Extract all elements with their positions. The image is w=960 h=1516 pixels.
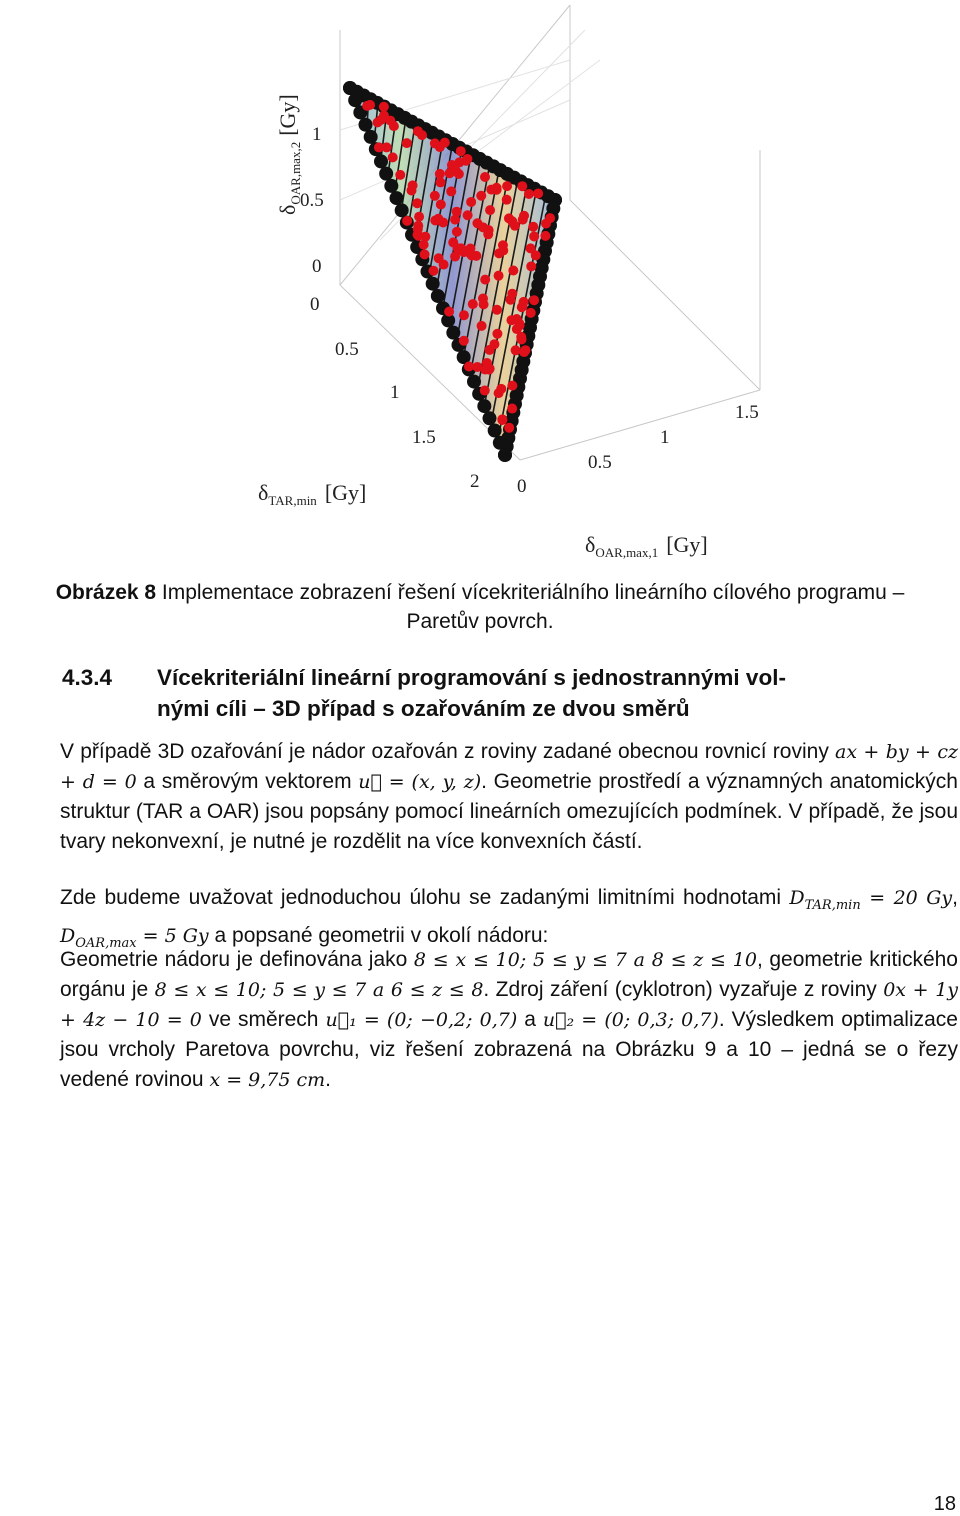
pareto-point: [429, 266, 439, 276]
pareto-point: [508, 266, 518, 276]
pareto-point: [456, 146, 466, 156]
y-tick-0-5: 0.5: [588, 452, 612, 473]
page-number: 18: [933, 1493, 956, 1515]
vertex-point: [359, 118, 373, 132]
pareto-point: [477, 321, 487, 331]
pareto-point: [446, 186, 456, 196]
pareto-point: [528, 222, 538, 232]
pareto-point: [447, 160, 457, 170]
y-tick-1-5: 1.5: [735, 402, 759, 423]
pareto-point: [454, 169, 464, 179]
pareto-point: [374, 142, 384, 152]
z-tick-1: 1: [312, 124, 322, 145]
vector-u1: u⃗₁ = (0; −0,2; 0,7): [325, 1009, 518, 1031]
vertex-point: [498, 448, 512, 462]
svg-text:δOAR,max,2[Gy]: $\delta_{OAR,max,2}[Gy]$: [275, 94, 303, 215]
pareto-point: [489, 339, 499, 349]
cut-plane: x = 9,75 cm: [209, 1069, 326, 1091]
vertex-point: [374, 154, 388, 168]
d-tar-min: $D_{TAR,min} = 20$ Gy: [789, 887, 953, 913]
pareto-point: [507, 289, 517, 299]
pareto-point: [413, 231, 423, 241]
vertex-point: [467, 375, 481, 389]
pareto-point: [510, 221, 520, 231]
pareto-point: [529, 295, 539, 305]
pareto-point: [507, 404, 517, 414]
vertex-point: [384, 179, 398, 193]
pareto-point: [465, 244, 475, 254]
y-axis-title: $\delta_{OAR,max,1}$ [Gy]: [585, 532, 708, 560]
pareto-point: [466, 197, 476, 207]
x-tick-0: 0: [310, 294, 320, 315]
pareto-point: [492, 305, 502, 315]
pareto-point: [420, 249, 430, 259]
x-tick-0-5: 0.5: [335, 339, 359, 360]
pareto-point: [524, 189, 534, 199]
vertex-point: [379, 167, 393, 181]
pareto-point: [414, 212, 424, 222]
pareto-point: [379, 102, 389, 112]
pareto-point: [482, 358, 492, 368]
x-tick-1: 1: [390, 382, 400, 403]
section-number: 4.3.4: [62, 665, 113, 690]
pareto-point: [529, 231, 539, 241]
pareto-point: [435, 177, 445, 187]
pareto-point: [504, 423, 514, 433]
pareto-point: [485, 205, 495, 215]
pareto-point: [402, 216, 412, 226]
pareto-point: [385, 116, 395, 126]
tumor-geometry: 8 ≤ x ≤ 10; 5 ≤ y ≤ 7 a 8 ≤ z ≤ 10: [413, 949, 757, 971]
pareto-point: [512, 324, 522, 334]
pareto-point: [459, 336, 469, 346]
pareto-point: [434, 253, 444, 263]
pareto-point: [540, 231, 550, 241]
vertex-point: [343, 81, 357, 95]
x-tick-2: 2: [470, 471, 480, 492]
vertex-point: [364, 130, 378, 144]
pareto-point: [541, 219, 551, 229]
vertex-point: [348, 93, 362, 107]
y-tick-0: 0: [517, 476, 527, 497]
vertex-point: [390, 191, 404, 205]
pareto-point: [498, 246, 508, 256]
z-axis: [275, 94, 324, 277]
pareto-point: [497, 415, 507, 425]
pareto-point: [492, 329, 502, 339]
pareto-point: [494, 388, 504, 398]
pareto-point: [376, 115, 386, 125]
plane-equation: ax + by + cz + d = 0: [60, 741, 958, 793]
pareto-point: [461, 156, 471, 166]
vertex-point: [483, 411, 497, 425]
pareto-point: [452, 227, 462, 237]
pareto-point: [526, 261, 536, 271]
pareto-point: [412, 198, 422, 208]
pareto-point: [436, 199, 446, 209]
vertex-point: [488, 424, 502, 438]
d-oar-max: $D_{OAR,max} = 5$ Gy: [60, 924, 209, 951]
figure-caption: [40, 578, 920, 636]
pareto-point: [365, 100, 375, 110]
pareto-point: [507, 381, 517, 391]
vector-u2: u⃗₂ = (0; 0,3; 0,7): [542, 1009, 719, 1031]
pareto-point: [517, 302, 527, 312]
vertex-point: [395, 203, 409, 217]
x-axis-title: $\delta_{TAR,min}$ [Gy]: [258, 480, 367, 508]
pareto-point: [472, 362, 482, 372]
z-tick-0-5: 0.5: [300, 190, 324, 211]
pareto-point: [531, 250, 541, 260]
pareto-point: [480, 386, 490, 396]
pareto-point: [533, 188, 543, 198]
pareto-point: [435, 169, 445, 179]
section-heading: [62, 662, 932, 724]
pareto-point: [468, 299, 478, 309]
pareto-point: [444, 307, 454, 317]
pareto-point: [476, 191, 486, 201]
pareto-point: [519, 347, 529, 357]
pareto-surface-figure: [0, 0, 960, 570]
pareto-point: [518, 215, 528, 225]
vertex-point: [431, 289, 445, 303]
direction-vector: u⃗ = (x, y, z): [358, 771, 482, 793]
x-tick-1-5: 1.5: [412, 427, 436, 448]
pareto-point: [502, 181, 512, 191]
pareto-point: [408, 180, 418, 190]
organ-geometry: 8 ≤ x ≤ 10; 5 ≤ y ≤ 7 a 6 ≤ z ≤ 8: [154, 979, 484, 1001]
pareto-point: [494, 271, 504, 281]
pareto-point: [511, 345, 521, 355]
pareto-point: [517, 181, 527, 191]
pareto-point: [480, 275, 490, 285]
pareto-point: [463, 210, 473, 220]
pareto-point: [430, 191, 440, 201]
pareto-point: [417, 130, 427, 140]
pareto-point: [402, 138, 412, 148]
pareto-point: [435, 142, 445, 152]
pareto-point: [506, 315, 516, 325]
pareto-point: [492, 183, 502, 193]
pareto-point: [480, 172, 490, 182]
caption-label: Obrázek 8: [55, 581, 157, 604]
pareto-point: [479, 299, 489, 309]
pareto-point: [456, 243, 466, 253]
paragraph-2: Zde budeme uvažovat jednoduchou úlohu se zadanými limitními hodnotami $D_{TAR,min} = 20$ Gy, $D_{OAR,max} = 5$ Gy a popsané geometrii v okolí nádoru:: [60, 886, 958, 951]
caption-text: Implementace zobrazení řešení vícekriteriálního lineárního cílového programu – Paretův povrch.: [156, 581, 905, 633]
pareto-point: [483, 229, 493, 239]
section-title-line1: Vícekriteriální lineární programování s jednostrannými vol-: [157, 665, 786, 690]
y-tick-1: 1: [660, 427, 670, 448]
pareto-point: [452, 207, 462, 217]
vertex-point: [426, 277, 440, 291]
paragraph-3: Geometrie nádoru je definována jako 8 ≤ x ≤ 10; 5 ≤ y ≤ 7 a 8 ≤ z ≤ 10, geometrie kritického orgánu je 8 ≤ x ≤ 10; 5 ≤ y ≤ 7 a 6 ≤ z ≤ 8. Zdroj záření (cyklotron) vyzařuje z roviny 0x + 1y + 4z − 10 = 0 ve směrech u⃗₁ = (0; −0,2; 0,7) a u⃗₂ = (0; 0,3; 0,7). Výsledkem optimalizace jsou vrcholy Paretova povrchu, viz řešení zobrazená na Obrázku 9 a 10 – jedná se o řezy vedené rovinou x = 9,75 cm.: [60, 948, 959, 1091]
pareto-point: [502, 195, 512, 205]
pareto-point: [433, 214, 443, 224]
pareto-point: [459, 310, 469, 320]
z-tick-0: 0: [312, 256, 322, 277]
pareto-point: [517, 335, 527, 345]
source-plane: 0x + 1y + 4z − 10 = 0: [60, 979, 959, 1031]
vertex-point: [446, 326, 460, 340]
pareto-point: [388, 152, 398, 162]
paragraph-1: V případě 3D ozařování je nádor ozařován z roviny zadané obecnou rovnicí roviny ax + by + cz + d = 0 a směrovým vektorem u⃗ = (x, y, z). Geometrie prostředí a významných anatomických struktur (TAR a OAR) jsou popsány pomocí lineárních omezujících podmínek. V případě, že jsou tvary nekonvexní, je nutné je rozdělit na více konvexních částí.: [60, 740, 958, 853]
z-axis-title: [275, 94, 303, 215]
section-title-line2: nými cíli – 3D případ s ozařováním ze dvou směrů: [157, 696, 690, 721]
vertex-point: [477, 399, 491, 413]
pareto-point: [526, 308, 536, 318]
pareto-point: [395, 170, 405, 180]
